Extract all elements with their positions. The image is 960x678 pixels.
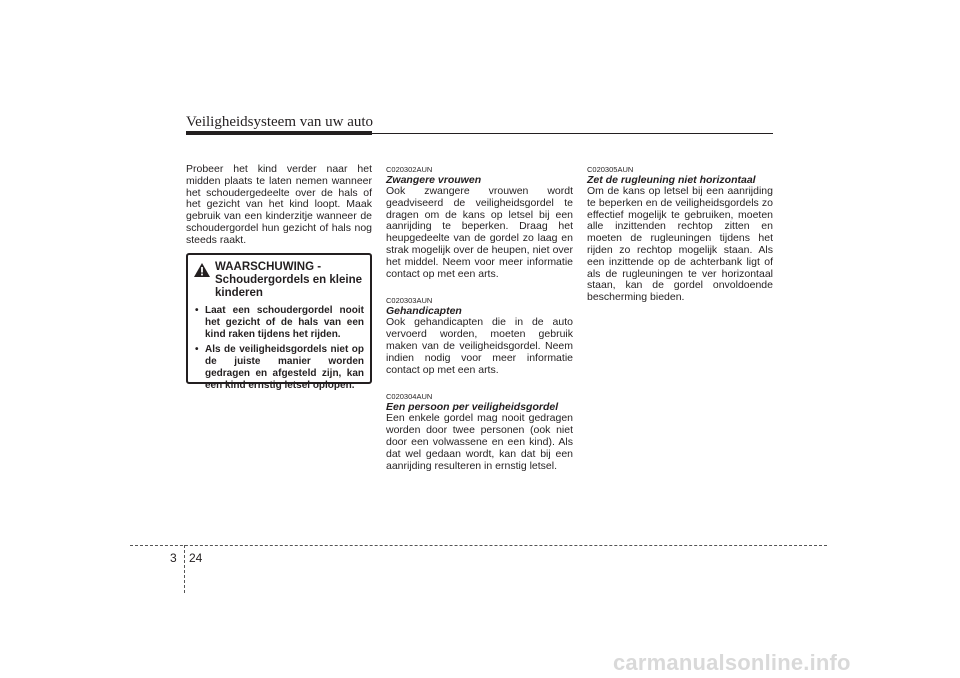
footer-page-number: 24 (189, 551, 203, 565)
section-rugleuning (587, 165, 773, 304)
section-gehandicapten (386, 296, 573, 376)
page-header-title: Veiligheidsysteem van uw auto (186, 114, 374, 130)
footer-dashed-divider (184, 545, 185, 593)
section-text: Ook gehandicapten die in de auto vervoerd worden, moeten gebruik maken van de veiligheidsgordel. Neem indien nodig voor meer informatie contact op met een arts. (386, 316, 573, 376)
footer-chapter-number: 3 (170, 551, 177, 565)
warning-triangle-icon (193, 262, 211, 278)
section-code: C020305AUN (587, 165, 634, 174)
column-left (186, 164, 372, 247)
section-text: Ook zwangere vrouwen wordt geadviseerd de veiligheidsgordel te dragen om de kans op letsel bij een aanrijding te beperken. Draag het heupgedeelte van de gordel zo laag en strak mogelijk over de heupen, niet over het middel. Neem voor meer informatie contact op met een arts. (386, 185, 573, 280)
section-heading: Gehandicapten (386, 305, 462, 318)
intro-paragraph: Probeer het kind verder naar het midden plaats te laten nemen wanneer het schoudergedeelte over de hals of het gezicht van het kind loopt. Maak gebruik van een kinderzitje wanneer de schoudergordel hun gezicht of hals nog steeds raakt. (186, 163, 372, 246)
warning-bullet: • Laat een schoudergordel nooit het gezicht of de hals van een kind raken tijdens het rijden. (195, 305, 364, 340)
section-heading: Een persoon per veiligheidsgordel (386, 401, 559, 414)
section-text: Een enkele gordel mag nooit gedragen worden door twee personen (ook niet door een volwassene en een kind). Als dat wel gedaan wordt, kan dat bij een aanrijding resulteren in ernstig letsel. (386, 412, 573, 472)
section-een-persoon (386, 392, 573, 472)
section-text: Om de kans op letsel bij een aanrijding te beperken en de veiligheidsgordels zo effectief mogelijk te gebruiken, moeten alle inzittenden rechtop zitten en moeten de rugleuningen tijdens het rijden zo rechtop mogelijk staan. Als een inzittende op de achterbank ligt of als de rugleuningen te ver horizontaal staan, kan de gordel onvoldoende bescherming bieden. (587, 185, 773, 304)
column-right (587, 165, 773, 320)
warning-bullet-text: Als de veiligheidsgordels niet op de juiste manier worden gedragen en afgesteld zijn, kan een kind ernstig letsel oplopen. (205, 344, 364, 391)
section-heading: Zet de rugleuning niet horizontaal (587, 174, 756, 186)
footer-dashed-rule (130, 545, 827, 546)
header-rule-thick (186, 131, 372, 135)
column-middle (386, 165, 573, 488)
header-rule-thin (372, 133, 773, 134)
watermark-text: carmanualsonline.info (613, 650, 851, 675)
section-code: C020303AUN (386, 296, 433, 306)
warning-bullet-text: Laat een schoudergordel nooit het gezicht of de hals van een kind raken tijdens het rijden. (205, 305, 364, 340)
section-heading: Zwangere vrouwen (386, 174, 482, 186)
warning-header (193, 261, 364, 300)
warning-bullet: • Als de veiligheidsgordels niet op de juiste manier worden gedragen en afgesteld zijn, kan een kind ernstig letsel oplopen. (195, 344, 364, 391)
warning-title: WAARSCHUWING - Schoudergordels en kleine kinderen (215, 261, 362, 299)
section-zwangere-vrouwen (386, 165, 573, 280)
warning-box (186, 253, 372, 391)
section-code: C020302AUN (386, 165, 433, 174)
warning-list (193, 305, 364, 392)
section-code: C020304AUN (386, 392, 433, 402)
